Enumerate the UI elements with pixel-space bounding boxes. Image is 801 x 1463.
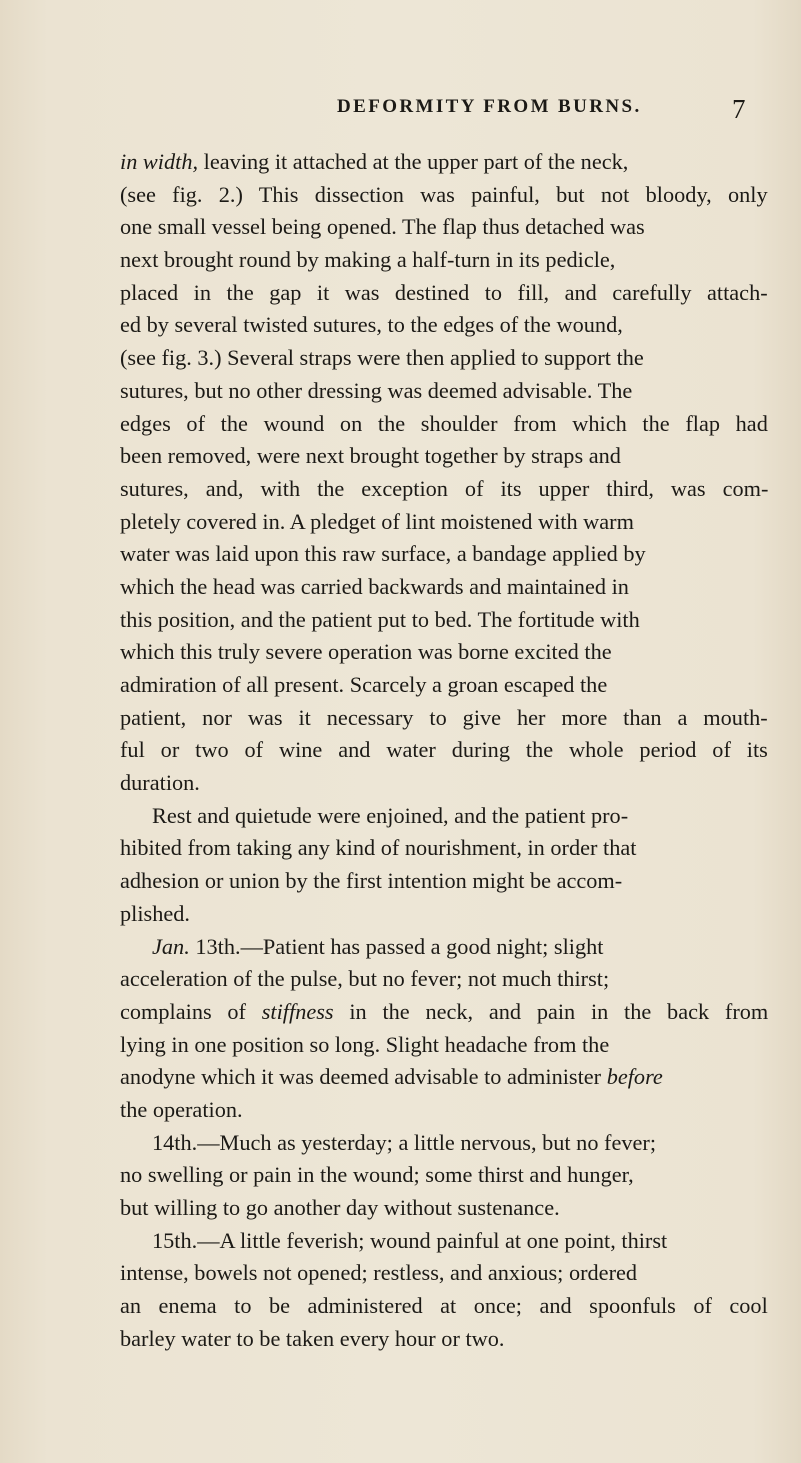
text-segment: plished. [120,900,190,926]
text-line [120,408,768,441]
italic-text: Jan. [152,933,190,959]
text-line [120,898,768,931]
text-segment: 14th.—Much as yesterday; a little nervous, but no fever; [152,1129,657,1155]
text-line [120,1192,768,1225]
text-line [120,1225,768,1258]
text-line [120,963,768,996]
text-line [120,146,768,179]
text-line [120,1061,768,1094]
text-line [120,1127,768,1160]
text-segment: which this truly severe operation was borne excited the [120,639,612,665]
text-segment: duration. [120,770,200,796]
text-segment: no swelling or pain in the wound; some thirst and hunger, [120,1162,634,1188]
running-head-title: DEFORMITY FROM BURNS. [337,96,642,117]
text-segment: in the neck, and pain in the back from [333,998,769,1024]
text-segment: this position, and the patient put to bed. The fortitude with [120,606,640,632]
text-segment: one small vessel being opened. The flap thus detached was [120,214,645,240]
text-segment: anodyne which it was deemed advisable to administer [120,1064,607,1090]
text-segment: the operation. [120,1096,243,1122]
running-head [0,88,801,128]
text-segment: lying in one position so long. Slight headache from the [120,1031,610,1057]
text-line [120,636,768,669]
text-line [120,832,768,865]
text-segment: 15th.—A little feverish; wound painful at one point, thirst [152,1227,668,1253]
text-line [120,538,768,571]
text-line [120,342,768,375]
text-segment: adhesion or union by the first intention might be accom- [120,868,623,894]
text-segment: next brought round by making a half-turn in its pedicle, [120,247,616,273]
text-segment: but willing to go another day without sustenance. [120,1195,560,1220]
text-line [120,734,768,767]
text-segment: (see fig. 2.) This dissection was painful, but not bloody, only [120,181,768,207]
text-line [120,1323,768,1356]
text-line [120,1159,768,1192]
text-segment: ful or two of wine and water during the whole period of its [120,737,768,763]
text-line [120,571,768,604]
text-segment: been removed, were next brought together by straps and [120,443,621,469]
text-line [120,506,768,539]
text-segment: leaving it attached at the upper part of the neck, [198,149,629,174]
text-line [120,1257,768,1290]
text-segment: pletely covered in. A pledget of lint moistened with warm [120,508,634,534]
text-line [120,604,768,637]
text-line [120,800,768,833]
text-line [120,1094,768,1127]
text-segment: placed in the gap it was destined to fill, and carefully attach- [120,279,768,305]
text-segment: which the head was carried backwards and maintained in [120,573,629,599]
text-line [120,669,768,702]
text-line [120,996,768,1029]
text-segment: intense, bowels not opened; restless, and anxious; ordered [120,1260,638,1286]
italic-text: in width, [120,149,199,174]
text-line [120,211,768,244]
text-segment: barley water to be taken every hour or two. [120,1325,505,1351]
text-segment: Rest and quietude were enjoined, and the patient pro- [152,802,629,828]
text-segment: edges of the wound on the shoulder from which the flap had [120,410,768,436]
text-line [120,277,768,310]
text-line [120,309,768,342]
text-segment: an enema to be administered at once; and spoonfuls of cool [120,1293,768,1319]
text-line [120,473,768,506]
text-segment: (see fig. 3.) Several straps were then applied to support the [120,345,644,371]
text-segment: water was laid upon this raw surface, a bandage applied by [120,541,646,567]
italic-text: stiffness [261,998,334,1024]
text-line [120,179,768,212]
text-segment: admiration of all present. Scarcely a groan escaped the [120,672,608,697]
text-segment: 13th.—Patient has passed a good night; slight [189,933,604,959]
text-line [120,702,768,735]
text-segment: sutures, and, with the exception of its upper third, was com- [120,475,769,501]
italic-text: before [606,1064,663,1090]
text-segment: acceleration of the pulse, but no fever; not much thirst; [120,966,610,992]
text-segment: patient, nor was it necessary to give her more than a mouth- [120,704,768,730]
text-line [120,1029,768,1062]
text-line [120,375,768,408]
text-line [120,931,768,964]
text-segment: sutures, but no other dressing was deemed advisable. The [120,377,633,403]
text-line [120,440,768,473]
body-text [120,146,768,1355]
text-line [120,767,768,800]
page-number: 7 [732,94,746,124]
text-line [120,1290,768,1323]
text-segment: complains of [120,998,262,1024]
text-segment: hibited from taking any kind of nourishment, in order that [120,835,637,861]
text-line [120,244,768,277]
text-line [120,865,768,898]
text-segment: ed by several twisted sutures, to the edges of the wound, [120,312,623,338]
